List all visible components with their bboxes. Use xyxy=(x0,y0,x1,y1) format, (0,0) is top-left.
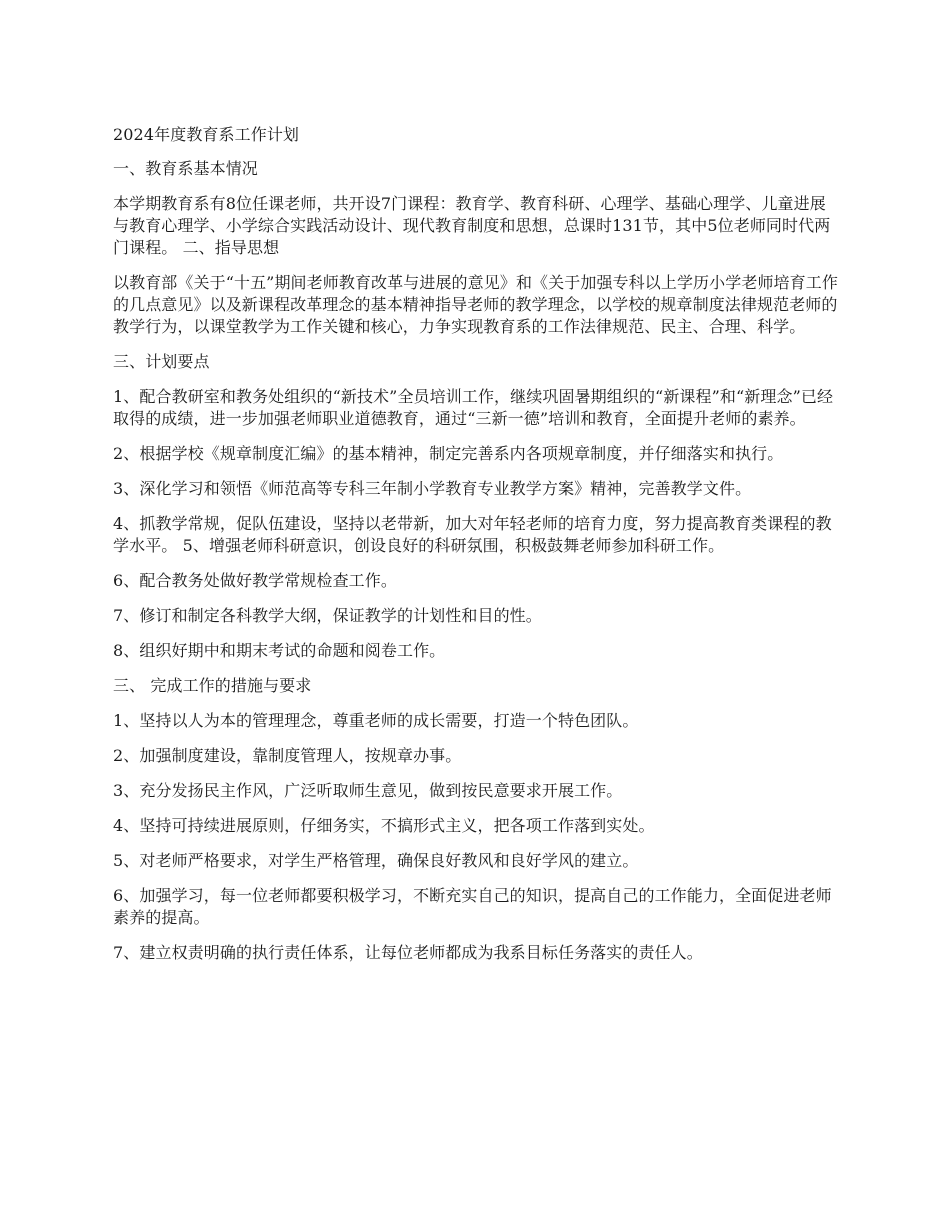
document-page xyxy=(113,124,840,977)
plan-point-4-5: 4、抓教学常规，促队伍建设，坚持以老带新，加大对年轻老师的培育力度，努力提高教育类课程的教学水平。 5、增强老师科研意识，创设良好的科研氛围，积极鼓舞老师参加科研工作。 xyxy=(113,514,832,555)
paragraph-guiding-ideology: 以教育部《关于“十五”期间老师教育改革与进展的意见》和《关于加强专科以上学历小学老师培育工作的几点意见》以及新课程改革理念的基本精神指导老师的教学理念，以学校的规章制度法律规范老师的教学行为，以课堂教学为工作关键和核心，力争实现教育系的工作法律规范、民主、合理、科学。 xyxy=(113,273,838,336)
document-title: 2024年度教育系工作计划 xyxy=(113,125,300,144)
plan-point-8: 8、组织好期中和期末考试的命题和阅卷工作。 xyxy=(113,641,446,660)
measure-3: 3、充分发扬民主作风，广泛听取师生意见，做到按民意要求开展工作。 xyxy=(113,781,623,800)
measure-1: 1、坚持以人为本的管理理念，尊重老师的成长需要，打造一个特色团队。 xyxy=(113,711,639,730)
paragraph-basic-info: 本学期教育系有8位任课老师，共开设7门课程：教育学、教育科研、心理学、基础心理学、儿童进展与教育心理学、小学综合实践活动设计、现代教育制度和思想，总课时131节，其中5位老师同时代两门课程。 二、指导思想 xyxy=(113,194,831,257)
plan-point-3: 3、深化学习和领悟《师范高等专科三年制小学教育专业教学方案》精神，完善教学文件。 xyxy=(113,479,752,498)
section-heading-basic-info: 一、教育系基本情况 xyxy=(113,159,258,178)
measure-7: 7、建立权责明确的执行责任体系，让每位老师都成为我系目标任务落实的责任人。 xyxy=(113,943,703,962)
measure-6: 6、加强学习，每一位老师都要积极学习，不断充实自己的知识，提高自己的工作能力，全面促进老师素养的提高。 xyxy=(113,886,832,927)
plan-point-1: 1、配合教研室和教务处组织的“新技术”全员培训工作，继续巩固暑期组织的“新课程”和“新理念”已经取得的成绩，进一步加强老师职业道德教育，通过“三新一德”培训和教育，全面提升老师的素养。 xyxy=(113,387,834,428)
plan-point-6: 6、配合教务处做好教学常规检查工作。 xyxy=(113,571,397,590)
section-heading-measures: 三、 完成工作的措施与要求 xyxy=(113,676,312,695)
plan-point-7: 7、修订和制定各科教学大纲，保证教学的计划性和目的性。 xyxy=(113,606,542,625)
plan-point-2: 2、根据学校《规章制度汇编》的基本精神，制定完善系内各项规章制度，并仔细落实和执行。 xyxy=(113,444,784,463)
section-heading-plan-points: 三、计划要点 xyxy=(113,352,210,371)
measure-5: 5、对老师严格要求，对学生严格管理，确保良好教风和良好学风的建立。 xyxy=(113,851,639,870)
measure-2: 2、加强制度建设，靠制度管理人，按规章办事。 xyxy=(113,746,462,765)
measure-4: 4、坚持可持续进展原则，仔细务实，不搞形式主义，把各项工作落到实处。 xyxy=(113,816,655,835)
